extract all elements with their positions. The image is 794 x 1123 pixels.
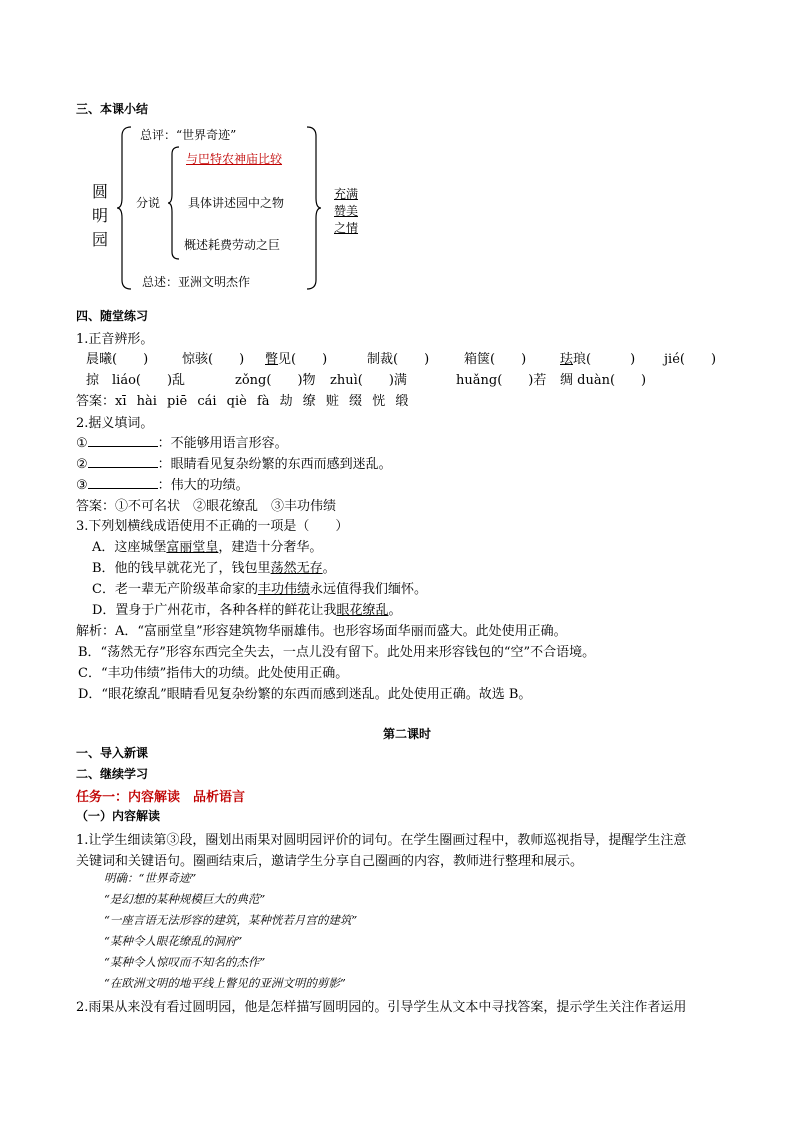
q1-row1-item: 珐琅( ) <box>560 352 636 367</box>
quote-item: “一座言语无法形容的建筑，某种恍若月宫的建筑” <box>104 913 358 927</box>
emotion-line: 之情 <box>334 221 359 235</box>
q3-option-c: C．老一辈无产阶级革命家的丰功伟绩永远值得我们缅怀。 <box>92 582 427 597</box>
emotion-text <box>334 186 358 237</box>
q3-option-d: D．置身于广州花市，各种各样的鲜花让我眼花缭乱。 <box>92 603 402 618</box>
q1-answer: 答案：xī hài piē cái qiè fà 劫 缭 赃 缀 恍 缎 <box>76 394 409 409</box>
q2-item: ③ ：伟大的功绩。 <box>76 478 249 493</box>
outer-right-brace <box>306 126 322 290</box>
q2-blank[interactable] <box>88 476 158 489</box>
q1-row1-item: 瞥见( ) <box>265 352 328 367</box>
lesson2-paragraph-1-cont: 关键词和关键语句。圈画结束后，邀请学生分享自己圈画的内容，教师进行整理和展示。 <box>76 854 584 869</box>
topic-char: 明 <box>92 206 109 225</box>
quote-item: “某种令人惊叹而不知名的杰作” <box>104 955 266 969</box>
zongping-text: 总评：“世界奇迹” <box>140 128 237 142</box>
q1-row2-item: 绸 duàn( ) <box>560 373 647 388</box>
q3-option-a: A．这座城堡富丽堂皇，建造十分奢华。 <box>92 540 323 555</box>
q1-row1-rest: 见( ) <box>278 352 328 367</box>
q1-row1-item: 箱箧( ) <box>464 352 527 367</box>
topic-char: 园 <box>92 230 109 249</box>
analysis-line: D．“眼花缭乱”眼睛看见复杂纷繁的东西而感到迷乱。此处使用正确。故选 B。 <box>78 687 532 702</box>
summary-item-1: 与巴特农神庙比较 <box>186 152 283 166</box>
lesson2-title: 第二课时 <box>383 727 432 741</box>
summary-heading: 三、本课小结 <box>76 102 149 116</box>
q2-blank[interactable] <box>88 455 158 468</box>
lesson2-task: 任务一：内容解读 品析语言 <box>76 790 246 805</box>
q1-title: 1.正音辨形。 <box>76 332 154 347</box>
quote-item: “在欧洲文明的地平线上瞥见的亚洲文明的剪影” <box>104 976 346 990</box>
inner-left-brace <box>168 146 180 260</box>
practice-heading: 四、随堂练习 <box>76 309 149 323</box>
q1-row1-item: 制裁( ) <box>367 352 430 367</box>
q2-title: 2.据义填词。 <box>76 416 154 431</box>
quote-item: “某种令人眼花缭乱的洞府” <box>104 934 243 948</box>
summary-topic <box>92 180 112 252</box>
summary-item-3: 概述耗费劳动之巨 <box>184 238 281 252</box>
q3-option-b: B．他的钱早就花光了，钱包里荡然无存。 <box>92 561 336 576</box>
q1-row2-item: 掠 liáo( )乱 <box>86 373 186 388</box>
quote-item: “是幻想的某种规模巨大的典范” <box>104 892 266 906</box>
outer-left-brace <box>118 126 132 290</box>
q1-row2-item: huǎng( )若 <box>456 373 547 388</box>
emotion-line: 充满 <box>334 187 359 201</box>
lesson2-paragraph-2: 2.雨果从来没有看过圆明园，他是怎样描写圆明园的。引导学生从文本中寻找答案，提示学生关注作者运用 <box>76 1000 687 1015</box>
analysis-line: B．“荡然无存”形容东西完全失去，一点儿没有留下。此处用来形容钱包的“空”不合语境。 <box>78 645 596 660</box>
q2-item: ① ：不能够用语言形容。 <box>76 436 288 451</box>
emotion-line: 赞美 <box>334 204 359 218</box>
lesson2-section-2: 二、继续学习 <box>76 767 149 781</box>
lesson2-section-1: 一、导入新课 <box>76 746 149 760</box>
mingque-text: 明确：“世界奇迹” <box>104 871 197 885</box>
analysis-line: C．“丰功伟绩”指伟大的功绩。此处使用正确。 <box>78 666 349 681</box>
q3-title: 3.下列划横线成语使用不正确的一项是（ ） <box>76 519 349 534</box>
summary-item-2: 具体讲述园中之物 <box>188 196 285 210</box>
analysis-line: 解析：A．“富丽堂皇”形容建筑物华丽雄伟。也形容场面华丽而盛大。此处使用正确。 <box>76 624 567 639</box>
q2-answer: 答案：①不可名状 ②眼花缭乱 ③丰功伟绩 <box>76 499 337 514</box>
zongshu-text: 总述：亚洲文明杰作 <box>142 275 251 289</box>
lesson2-paragraph-1: 1.让学生细读第③段，圈划出雨果对圆明园评价的词句。在学生圈画过程中，教师巡视指导，提醒学生注意 <box>76 833 687 848</box>
q1-row2-item: zhuì( )满 <box>330 373 407 388</box>
q2-item: ② ：眼睛看见复杂纷繁的东西而感到迷乱。 <box>76 457 392 472</box>
topic-char: 圆 <box>92 182 109 201</box>
q1-row1-item: jié( ) <box>664 352 717 367</box>
lesson2-subsection: （一）内容解读 <box>76 809 161 823</box>
q1-row1-item: 晨曦( ) <box>86 352 149 367</box>
q2-blank[interactable] <box>88 434 158 447</box>
q1-row1-item: 惊骇( ) <box>182 352 245 367</box>
q1-row2-item: zǒng( )物 <box>235 373 316 388</box>
fenshuo-label: 分说 <box>136 196 161 210</box>
